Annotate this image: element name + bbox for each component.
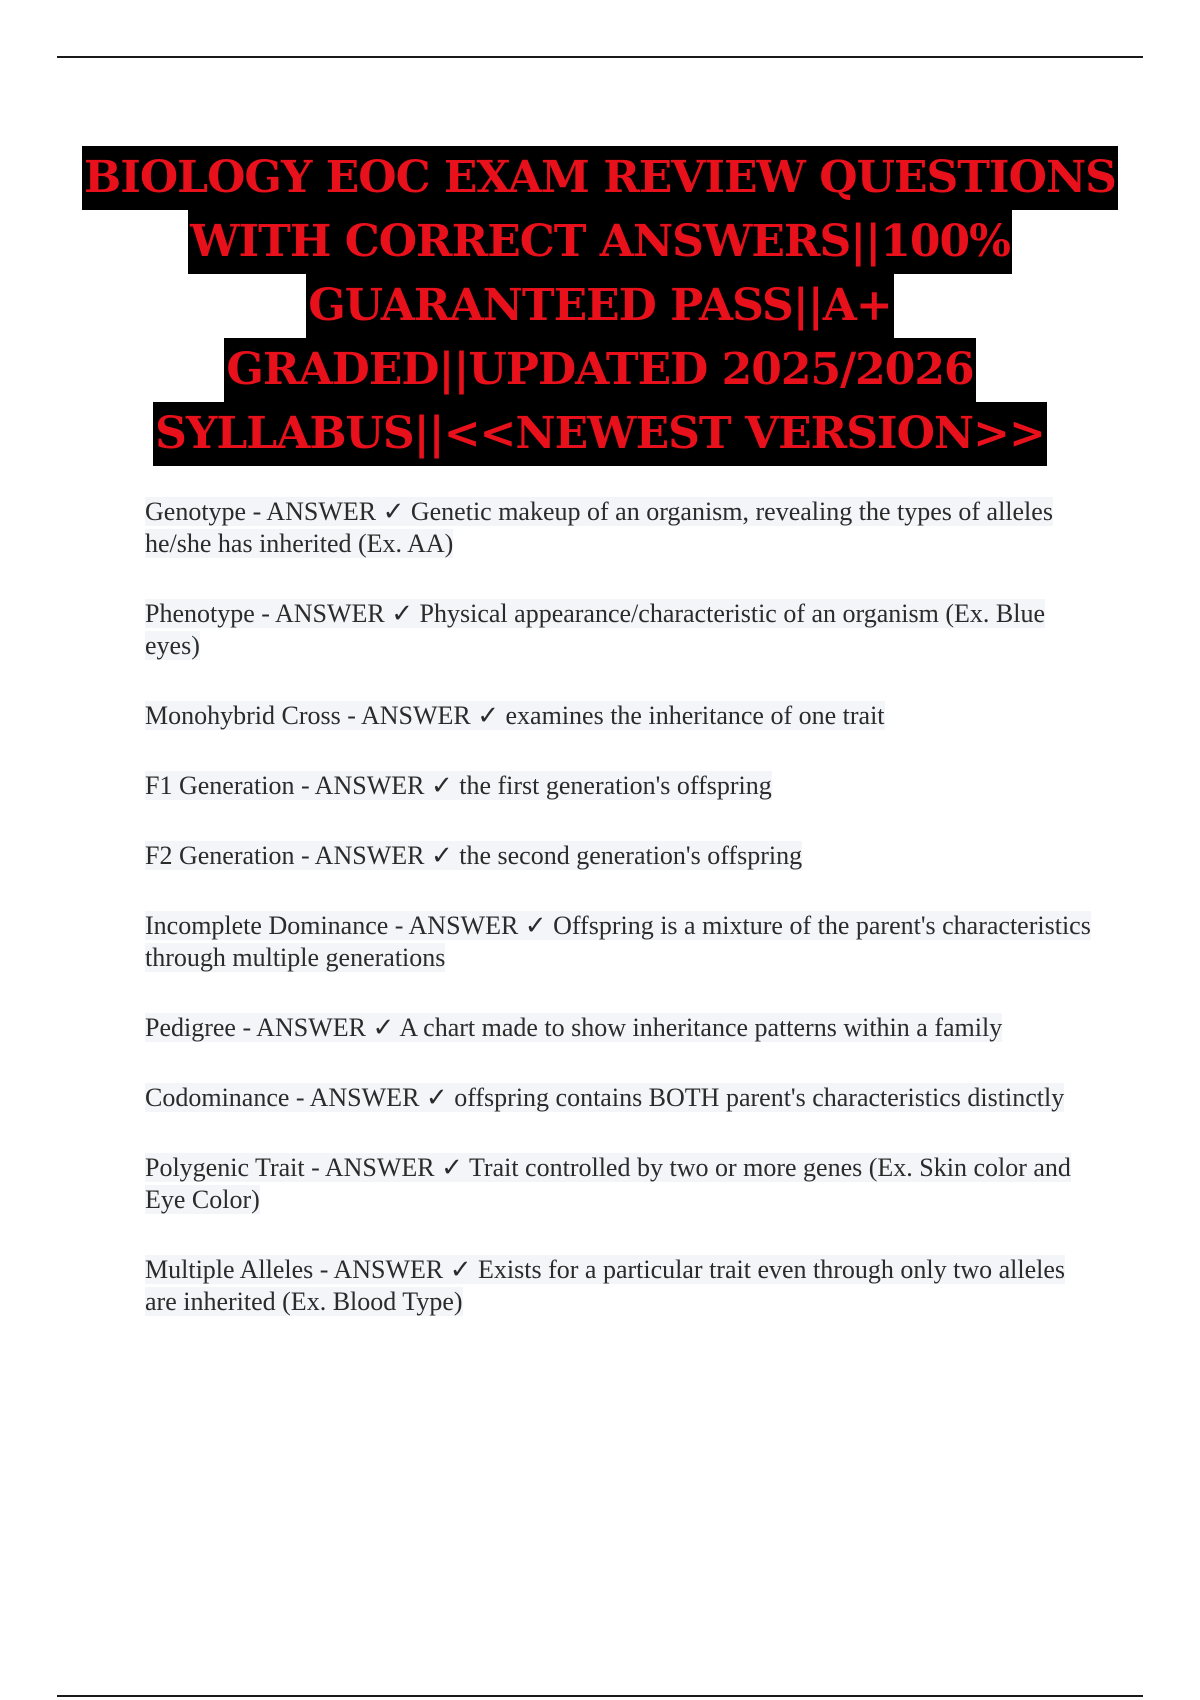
title-line-3: GUARANTEED PASS||A+ — [306, 274, 894, 338]
qa-list — [145, 496, 1095, 1318]
qa-item-genotype — [145, 496, 1095, 560]
bottom-rule — [57, 1695, 1143, 1697]
qa-text: Codominance - ANSWER ✓ offspring contains BOTH parent's characteristics distinctly — [145, 1083, 1065, 1112]
top-rule — [57, 56, 1143, 58]
qa-item-pedigree — [145, 1012, 1095, 1044]
title-line-2: WITH CORRECT ANSWERS||100% — [188, 210, 1012, 274]
qa-text: Genotype - ANSWER ✓ Genetic makeup of an organism, revealing the types of alleles he/she has inherited (Ex. AA) — [145, 497, 1053, 558]
qa-text: Pedigree - ANSWER ✓ A chart made to show inheritance patterns within a family — [145, 1013, 1003, 1042]
title-line-4: GRADED||UPDATED 2025/2026 — [224, 338, 975, 402]
title-line-5: SYLLABUS||<<NEWEST VERSION>> — [153, 402, 1047, 466]
qa-item-incomplete-dominance — [145, 910, 1095, 974]
qa-item-f2-generation — [145, 840, 1095, 872]
qa-text: Monohybrid Cross - ANSWER ✓ examines the inheritance of one trait — [145, 701, 885, 730]
qa-item-phenotype — [145, 598, 1095, 662]
qa-item-f1-generation — [145, 770, 1095, 802]
document-title — [60, 146, 1140, 466]
qa-item-multiple-alleles — [145, 1254, 1095, 1318]
qa-text: Phenotype - ANSWER ✓ Physical appearance/characteristic of an organism (Ex. Blue eyes) — [145, 599, 1045, 660]
qa-item-monohybrid-cross — [145, 700, 1095, 732]
qa-text: Incomplete Dominance - ANSWER ✓ Offspring is a mixture of the parent's characteristics through multiple generations — [145, 911, 1091, 972]
qa-text: Polygenic Trait - ANSWER ✓ Trait controlled by two or more genes (Ex. Skin color and Eye Color) — [145, 1153, 1071, 1214]
qa-item-codominance — [145, 1082, 1095, 1114]
qa-item-polygenic-trait — [145, 1152, 1095, 1216]
title-line-1: BIOLOGY EOC EXAM REVIEW QUESTIONS — [82, 146, 1118, 210]
qa-text: F2 Generation - ANSWER ✓ the second generation's offspring — [145, 841, 803, 870]
qa-text: F1 Generation - ANSWER ✓ the first generation's offspring — [145, 771, 772, 800]
qa-text: Multiple Alleles - ANSWER ✓ Exists for a particular trait even through only two alleles are inherited (Ex. Blood Type) — [145, 1255, 1066, 1316]
